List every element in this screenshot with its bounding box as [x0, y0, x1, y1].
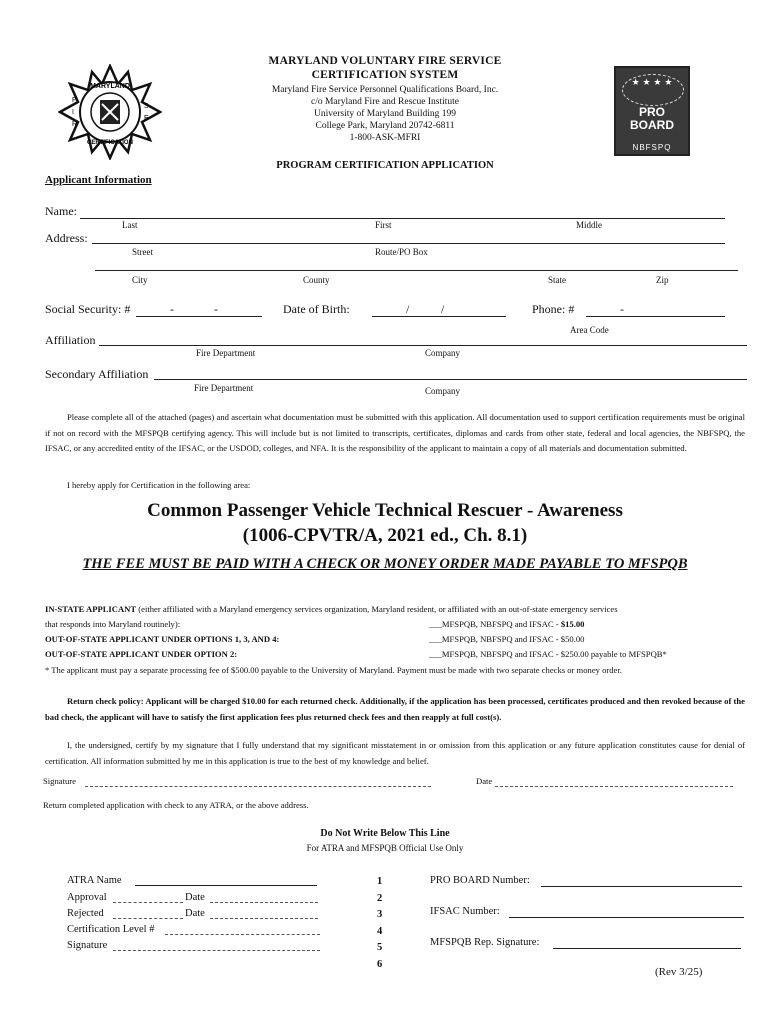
maryland-fire-service-logo: [58, 64, 162, 160]
row-number: 4: [377, 925, 383, 937]
rejected-date-field[interactable]: [210, 918, 318, 919]
route-label: Route/PO Box: [375, 247, 428, 257]
revision-label: (Rev 3/25): [655, 966, 703, 978]
rejected-date-label: Date: [185, 908, 205, 919]
dob-field[interactable]: [372, 316, 506, 317]
certification-level-field[interactable]: [165, 934, 320, 935]
header-line: 1-800-ASK-MFRI: [349, 133, 421, 143]
name-label: Name:: [45, 204, 77, 218]
header-title: [230, 54, 540, 82]
ssn-dash: -: [170, 302, 174, 316]
dob-label: Date of Birth:: [283, 302, 350, 316]
last-label: Last: [122, 220, 138, 230]
phone-label: Phone: #: [532, 302, 575, 316]
approval-field[interactable]: [113, 902, 183, 903]
first-label: First: [375, 220, 392, 230]
dob-sep: /: [406, 302, 410, 316]
fire-dept-label: Fire Department: [196, 348, 256, 358]
date-label: Date: [476, 776, 493, 786]
certification-title: Common Passenger Vehicle Technical Rescuer - Awareness: [147, 500, 623, 521]
secondary-affiliation-field[interactable]: [154, 379, 747, 380]
certification-level-label: Certification Level #: [67, 924, 155, 935]
phone-dash: -: [620, 302, 624, 316]
approval-label: Approval: [67, 892, 107, 903]
stars-icon: ★ ★ ★ ★: [631, 78, 673, 88]
instructions-paragraph: Please complete all of the attached (pages) and ascertain what documentation must be submitted with this application. All documentation used to support certification requirements must be original if not on record with the MFSPQB certifying agency. This will include but is not limited to transcripts, certificates, diplomas and cards from other state, federal and local agencies, the NBFSPQ, the IFSAC, or any accredited entity of the IFSAC, or the USDOD, colleges, and NFA. It is the responsibility of the applicant to maintain a copy of all materials and documentation submitted.: [45, 412, 745, 453]
approval-date-field[interactable]: [210, 902, 318, 903]
zip-label: Zip: [656, 275, 669, 285]
approval-date-label: Date: [185, 892, 205, 903]
out-of-state-2-label: OUT-OF-STATE APPLICANT UNDER OPTION 2:: [45, 649, 238, 659]
certification-statement: I, the undersigned, certify by my signature that I fully understand that my significant misstatement in or omission from this application or any future application constitutes cause for denial of certification. All information submitted by me in this application is true to the best of my knowledge and belief.: [45, 740, 745, 766]
pro-board-number-label: PRO BOARD Number:: [430, 875, 530, 886]
company-label: Company: [425, 348, 460, 358]
city-field[interactable]: [95, 270, 738, 271]
phone-field[interactable]: [586, 316, 725, 317]
instate-continued: that responds into Maryland routinely):: [45, 619, 181, 629]
ifsac-number-field[interactable]: [509, 917, 744, 918]
pro-board-text: BOARD: [630, 118, 674, 132]
dob-sep: /: [441, 302, 445, 316]
instate-label: IN-STATE APPLICANT: [45, 604, 137, 614]
program-title: PROGRAM CERTIFICATION APPLICATION: [276, 160, 494, 171]
instate-description: (either affiliated with a Maryland emergency services organization, Maryland resident, or affiliated with an out-of-state emergency services: [136, 604, 618, 614]
header-line: College Park, Maryland 20742-6811: [315, 121, 455, 131]
city-label: City: [132, 275, 148, 285]
name-field[interactable]: [80, 218, 725, 219]
row-number: 5: [377, 942, 383, 953]
address-label: Address:: [45, 231, 88, 245]
svg-text:CERTIFICATION: CERTIFICATION: [87, 140, 133, 146]
svg-text:S: S: [144, 103, 149, 110]
ifsac-number-label: IFSAC Number:: [430, 906, 500, 917]
rejected-field[interactable]: [113, 918, 183, 919]
svg-text:R: R: [72, 121, 78, 128]
svg-text:F: F: [72, 97, 77, 104]
certification-code: (1006-CPVTR/A, 2021 ed., Ch. 8.1): [242, 525, 528, 546]
header-title-line2: CERTIFICATION SYSTEM: [311, 69, 459, 81]
atra-name-label: ATRA Name: [67, 875, 122, 886]
processing-fee-note: * The applicant must pay a separate processing fee of $500.00 payable to the University of Maryland. Payment must be made with two separate checks or money order.: [45, 665, 622, 675]
out-of-state-134-fee[interactable]: ___MFSPQB, NBFSPQ and IFSAC - $50.00: [429, 634, 585, 644]
svg-text:E: E: [144, 115, 149, 122]
pro-board-logo: [614, 66, 690, 156]
state-label: State: [548, 275, 566, 285]
do-not-write-heading: Do Not Write Below This Line: [320, 828, 450, 839]
svg-text:I: I: [72, 109, 74, 116]
row-number: 3: [377, 909, 383, 920]
return-instructions: Return completed application with check to any ATRA, or the above address.: [43, 800, 309, 810]
office-signature-field[interactable]: [113, 950, 320, 951]
office-signature-label: Signature: [67, 940, 108, 951]
number-column: [377, 874, 382, 973]
fire-dept-label: Fire Department: [194, 383, 254, 393]
mfspqb-signature-field[interactable]: [553, 948, 741, 949]
row-number: 1: [377, 876, 383, 887]
ssn-field[interactable]: [136, 316, 262, 317]
secondary-affiliation-label: Secondary Affiliation: [45, 367, 149, 381]
header-line: University of Maryland Building 199: [314, 109, 456, 119]
header-title-line1: MARYLAND VOLUNTARY FIRE SERVICE: [268, 55, 502, 67]
area-code-label: Area Code: [570, 325, 609, 335]
atra-name-field[interactable]: [135, 885, 317, 886]
signature-label: Signature: [43, 776, 76, 786]
fee-notice: THE FEE MUST BE PAID WITH A CHECK OR MONEY ORDER MADE PAYABLE TO MFSPQB: [82, 556, 688, 572]
signature-field[interactable]: [85, 786, 431, 787]
affiliation-field[interactable]: [99, 345, 747, 346]
instate-fee[interactable]: [429, 617, 584, 633]
header-address: [230, 84, 540, 144]
nbfspq-text: NBFSPQ: [632, 143, 672, 152]
ssn-label: Social Security: #: [45, 302, 131, 316]
out-of-state-2-fee[interactable]: ___MFSPQB, NBFSPQ and IFSAC - $250.00 payable to MFSPQB*: [429, 649, 667, 659]
instate-fee-amount: $15.00: [560, 619, 585, 629]
svg-text:MARYLAND: MARYLAND: [90, 83, 130, 90]
header-line: Maryland Fire Service Personnel Qualifications Board, Inc.: [271, 85, 499, 95]
pro-board-text: PRO: [638, 105, 665, 119]
official-use-subheading: For ATRA and MFSPQB Official Use Only: [306, 843, 464, 853]
county-label: County: [303, 275, 330, 285]
date-field[interactable]: [495, 786, 733, 787]
address-field[interactable]: [92, 243, 725, 244]
row-number: 2: [377, 892, 383, 904]
row-number: 6: [377, 958, 383, 970]
return-check-policy: Return check policy: Applicant will be charged $10.00 for each returned check. Additionally, if the application has been processed, certificates produced and then revoked because of the bad check, the applicant will have to satisfy the first application fees plus returned check fees and then reapply at full cost(s).: [45, 696, 745, 722]
rejected-label: Rejected: [67, 908, 104, 919]
middle-label: Middle: [576, 220, 602, 230]
mfspqb-signature-label: MFSPQB Rep. Signature:: [430, 937, 540, 948]
street-label: Street: [132, 247, 153, 257]
out-of-state-134-label: OUT-OF-STATE APPLICANT UNDER OPTIONS 1, 3, AND 4:: [45, 634, 280, 644]
header-line: c/o Maryland Fire and Rescue Institute: [310, 97, 459, 107]
affiliation-label: Affiliation: [45, 333, 96, 347]
section-title: Applicant Information: [45, 174, 152, 186]
apply-line: I hereby apply for Certification in the following area:: [67, 480, 251, 490]
company-label: Company: [425, 386, 460, 396]
instate-fee-option: ___MFSPQB, NBFSPQ and IFSAC -: [429, 619, 561, 629]
pro-board-number-field[interactable]: [541, 886, 742, 887]
ssn-dash: -: [214, 302, 218, 316]
instate-line: [45, 602, 745, 618]
